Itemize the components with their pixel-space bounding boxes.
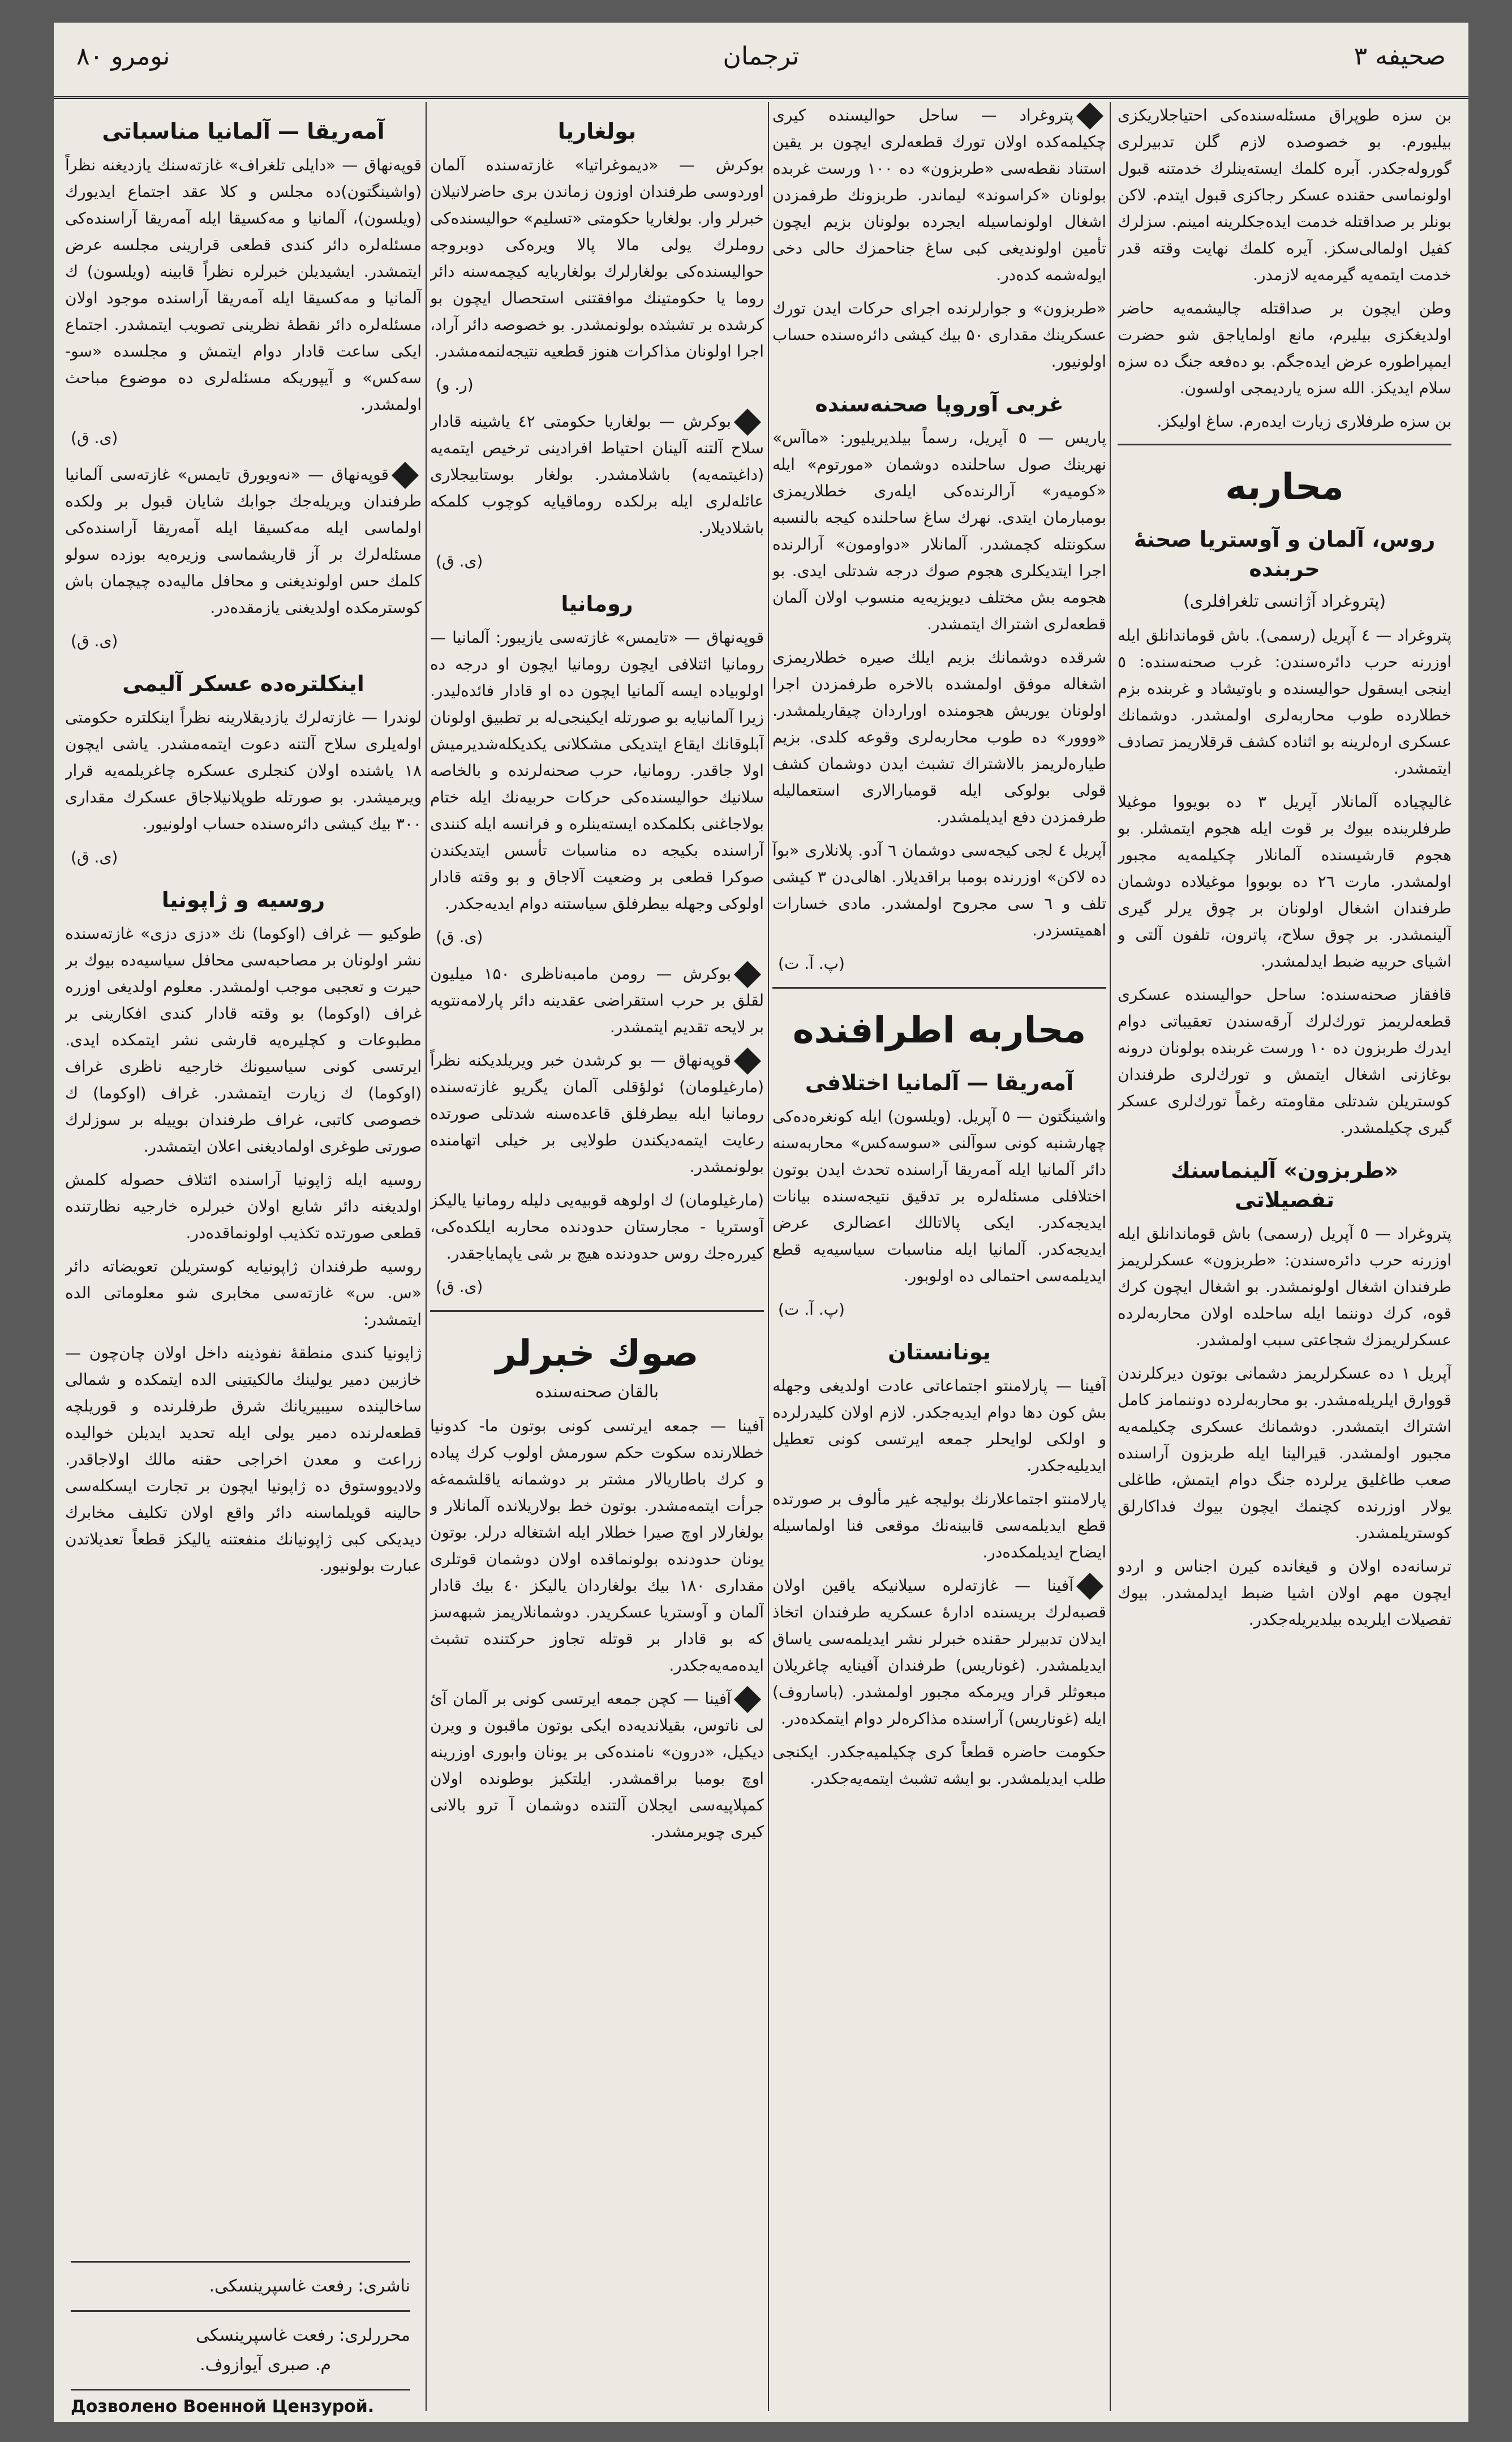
article-text: آفینا — کچن جمعه ایرتسی کونی بر آلمان آئ لی ناتوس، بقیلاندیه‌ده ایکی بوتون ماقبون و ویرن دیکیل، «درون» نامنده‌کی بر یونان وابوری اوزرینه اوچ بومبا براقمشدر. ایلتکیز بوطونده اولان کمپلاپیه‌سی ایجلان آلتنده دوشمان آ ترو بالانی کیری چویرمشدر.	[430, 1685, 764, 1845]
article-source-note: (پتروغراد آژانسی تلغرافلری)	[1183, 591, 1386, 611]
ornament-icon	[1076, 102, 1103, 130]
article-text: بن سزه طوپراق مسئله‌سنده‌کی احتیاجلاریکزی بیلیورم. بو خصوصده لازم گلن تدبیرلری گوروله‌جکدر. آبره کلمك ایسته‌ینلرك خدمتنه قبول اولونماسی حقنده عسکر رجاکزی قبول ایتدم. لاکن بونلر بر صداقتله خدمت ایده‌جکلرینه امینم. سزلرك کفیل اولمالی‌سکز. آیره کلمك نهایت وقته قدر خدمت ایتمه‌یه گیرمه‌یه لازمدر.	[1118, 106, 1451, 284]
article-text: غالیچیا‌ده آلمانلار آپریل ۳ ده بویووا موغیلا طرفلرینده بیوك بر قوت ایله هجوم ایتمشلر. بو هجوم قارشیسنده آلمانلار چکیلمه‌یه مجبور اولمشدر. مارت ۲٦ ده بوبووا موغیلا‌ده دوشمان طرفندان اشغال اولونان بر چوق یرلر گیری آلینمشدر. بر چوق سلاح، پاترون، تلفون آلتی و اشیای حربیه ضبط ایدلمشدر.	[1118, 792, 1451, 971]
ornament-icon	[734, 1048, 761, 1075]
article-signature: (ی. ق)	[71, 632, 118, 650]
article-text: واشینگتون — ٥ آپریل. (ویلسون) ایله کونغره‌ده‌کی چهارشنبه کونی سوآلنی «سوسه‌کس» محاربه‌سنه دائر آلمانیا ایله آمه‌ریقا آراسنده تحدث ایدن بوتون اختلافلی مسئله‌لره بر تدقیق نتیجه‌سنده بیانات ایدیجه‌کدر. ایکی پالاتالك اعضالری عرض ایدیجه‌کدر. آلمانیا ایله مناسبات سیاسیه‌یه قطع ایدیلمه‌سی احتمالی ده اولوبور.	[772, 1107, 1106, 1285]
article-signature: (پ. آ. ت)	[778, 954, 845, 973]
article-text: آفینا — جمعه ایرتسی کونی بوتون ما- کدونیا خطلارنده سکوت حکم سورمش اولوب کرك پیاده و کرك باطاریالار مشتر بر دوشمانه یاقلشمه‌غه جرأت ایتمه‌مشدر. بوتون خط بولاریلانده آلمانلار و بولغارلار اوچ صیرا خطلار ایله اشتغاله درلر. بوتون یونان حدودنده بولونماقده اولان دوشمان قوتلری مقداری ۱۸۰ بیك بولغاردان یالیکز ٤۰ بیك قادار آلمان و آوستریا عسکریدر. دوشمانلاریمز شبهه‌سز که بو قادار بر قوتله تجاوز حرکتنده تشبث ایده‌مه‌یه‌جکدر.	[430, 1417, 764, 1675]
article-text: ژاپونیا کندی منطقهٔ نفوذینه داخل اولان چان‌چون — خازبین دمیر یولینك مالکیتینی الده ایتمکده و شمالی ساخالینده سیبیریانك شرق طرفلرنده و قوریلچه قطعه‌لرنده دمیر یولی ایله تحدید ایدیلن خوالیده زراعت و معدن اخراجی حقنه مالك اولاجاقدر. ولادیووستوق ده ژاپونیا ایچون بر تجارت ایسکله‌سی حالینه قویلماسنه دائر واقع اولان تکلیف مخابرك دیدیکی کبی ژاپونیانك منفعتنه یالیکز قطعاً تعدیلاتدن عبارت بولونیور.	[65, 1344, 422, 1575]
article-text: روسیه طرفندان ژاپونیا‌یه کوستریلن تعویضاته دائر «س. س» غازته‌سی مخابری شو معلوماتی الده ایتمشدر:	[65, 1257, 422, 1329]
article-text: پتروغراد — ٥ آپریل (رسمی) باش قوماندانلق ایله اوزرنه حرب دائره‌سندن: «طربزون» عسکرلریمز طرفندان اشغال اولونمشدر. بو اشغال ایچون کرك قوه، کرك دوننما ایله ساحلده اولان محاربه‌لرده عسکرلریمزك شجاعتی سبب اولمشدر.	[1118, 1224, 1451, 1349]
column-rule	[768, 102, 769, 2411]
article-text: قوپه‌نهاق — «نه‌ویورق تایمس» غازته‌سی آلمانیا طرفندان ویریله‌جك جوابك شایان قبول بر ولکده اولماسی ایله مه‌کسیقا ایله آمه‌ریقا آراسنده‌کی مسئله‌لرك بر آز قاریشماسی وزیره‌یه بوزده سولو کلمك حس اولوندیغنی و محافل مالیه‌ده چیچمان باش کوسترمکده اولدیغنی یازمقده‌در.	[65, 461, 422, 621]
section-divider	[430, 1310, 764, 1312]
article-text: قافقاز صحنه‌سنده: ساحل حوالیسنده عسکری قطعه‌لریمز تورك‌لرك آرقه‌سندن تعقیباتی دوام ایدرك طربزون ده ۱۰ ورست غربنده بولونان درونه بوغازنی اشغال ایتمش و تورك‌لری طرفندان کوستریلن شدتلی مقاومته رغماً تورك‌لری عسکر گیری چکیلمشدر.	[1118, 985, 1451, 1137]
article-text: بوکرش — «دیموغراتیا» غازته‌سنده آلمان اوردوسی طرفندان اوزون زماندن بری حاضرلانیلان خبرلر وار. بولغاریا حکومتی «تسلیم» حوالیسنده‌کی روملرك یولی مالا پالا ویره‌کی دوبروجه حوالیسنده‌کی بولغارلرك بولغاریایه کیچمه‌سنه دائر روما یا حکومتینك موافقتنی استحصال ایچون بو کرشده بر تشبثده بولونمشدر. بو خصوصه دائر آراد، اجرا اولونان مذاکرات هنوز قطعیه نتیجه‌لنمه‌مشدر.	[430, 156, 764, 360]
publisher-line	[71, 2272, 410, 2301]
article-headline: رومانیا	[561, 591, 633, 616]
ornament-icon	[392, 462, 419, 489]
article-headline: آمه‌ریقا — آلمانیا مناسباتی	[102, 119, 385, 144]
article-text: پاریس — ٥ آپریل، رسماً بیلدیریلیور: «ماآس» نهرینك صول ساحلنده دوشمان «مورتوم» ایله «کومیه‌ر» آرالرنده‌کی ایله‌ری خطلاریمزی بومبارمان ایتدی. نهرك ساغ ساحلنده کیجه بالنسبه سکونتله کچمشدر. آلمانلار «دواومون» آرالرنده اجرا ایتدیکلری هجوم صوك درجه شدتلی ایدی. بو هجومه بش مختلف دیویزیه‌یه منسوب اولان آلمان قطعه‌لری اشتراك ایتمشدر.	[772, 428, 1106, 633]
section-divider	[71, 2261, 410, 2263]
article-text: حکومت حاضره قطعاً کری چکیلمیه‌جکدر. ایکنجی طلب ایدیلمشدر. بو ایشه تشبث ایتمه‌یه‌جکدر.	[772, 1743, 1106, 1788]
section-divider	[1118, 444, 1451, 445]
section-divider	[772, 987, 1106, 989]
article-text: آفینا — پارلامنتو اجتماعاتی عادت اولدیغی وجهله بش کون دها دوام ایدیه‌جکدر. لازم اولان کلیدرلرده و اولکی لوایحلر جمعه ایرتسی کونی تعطیل ایدیلیه‌جکدر.	[772, 1376, 1106, 1475]
editor-name: رفعت غاسپرینسکی	[196, 2325, 334, 2345]
article-text: شرقده دوشمانك بزیم ایلك صیره خطلاریمزی اشغاله موفق اولمشده بالاخره طرفمزدن اجرا اولونان یوریش هجومنده اوراردان چیقاریلمشدر. «ووور» ده طوب محاربه‌لری وقوعه کلدی. بزیم طیاره‌لریمز بالاشتراك تشبث ایدن دوشمان کشف قولی بولوکی ایله قومبارالاری استعمالیله طرفمزدن دفع ایدیلمشدر.	[772, 648, 1106, 826]
article-headline: آمه‌ریقا — آلمانیا اختلافی	[805, 1070, 1074, 1095]
publisher-label: ناشری:	[358, 2276, 410, 2296]
masthead	[54, 23, 1468, 99]
article-text: قوپه‌نهاق — بو کرشدن خبر ویریلدیکنه نظراً (مارغیلومان) ئولؤقلی آلمان یگریو غازته‌سنده رومانیا ایله بیطرفلق قاعده‌سنه شدتلی صورتده رعایت ایتمه‌دیکندن طولایی بر خیلی اتهامنده بولونمشدر.	[430, 1047, 764, 1180]
issue-number: نومرو ۸۰	[76, 42, 170, 71]
editor-name: م. صبری آیوازوف.	[200, 2355, 331, 2375]
article-text: طوکیو — غراف (اوکوما) نك «دزی دزی» غازته‌سنده نشر اولونان بر مصاحبه‌سی محافل سیاسیه‌ده بیوك بر حیرت و تعجبی موجب اولمشدر. معلوم اولدیغی اوزره غراف (اوکوما) بو وقته قادار کندی افکارینی بر مطبوعات و کچلیره‌یه قارشی نشر ایتمکده ایدی. ایرتسی کونی سیاسیونك خارجیه ناظری غراف (اوکوما) ك زیارت ایتمشدر. غراف (اوکوما) ك خصوصی کاتبی، غراف طرفندان بوییله بر سوزلرك صورتی طوغری اولمادیغنی اعلان ایتمشدر.	[65, 924, 422, 1156]
ornament-icon	[734, 409, 761, 436]
article-text: آپریل ٤ لجی کیجه‌سی دوشمان ٦ آدو. پلانلاری «بوآ ده لاکن» اوزرنده بومبا براقدیلار. اهالی‌دن ۳ کیشی تلف و ٦ سی مجروح اولمشدر. مادی خسارات اهمیتسزدر.	[772, 841, 1106, 939]
section-divider	[71, 2389, 410, 2391]
article-text: وطن ایچون بر صداقتله چالیشمه‌یه حاضر اولدیغکزی بیلیرم، مانع اولمایاجق شو حضرت ایمپراطوره عرض ایده‌جگم. بو ده‌فعه جنگ ده سزه سلام ایدیکز. الله سزه یاردیمجی اولسون.	[1118, 299, 1451, 397]
column-3	[430, 102, 764, 2417]
column-4	[65, 102, 422, 2162]
section-divider	[71, 2310, 410, 2312]
article-signature: (ی. ق)	[436, 928, 483, 946]
ornament-icon	[734, 961, 761, 988]
article-text: بوکرش — رومن مامبه‌ناظری ۱۵۰ میلیون لقلق بر حرب استقراضی عقدینه دائر پارلامه‌نتویه بر لایحه تقدیم ایتمشدر.	[430, 960, 764, 1040]
publisher-name: رفعت غاسپرینسکی.	[209, 2276, 353, 2296]
article-headline: اینکلتره‌ده عسکر آلیمی	[122, 671, 364, 696]
column-rule	[1110, 102, 1111, 2411]
article-text: قوپه‌نهاق — «دایلی تلغراف» غازته‌سنك یازدیغنه نظراً (واشینگتون)‌ده مجلس و کلا عقد اجتماع ایدیورك (ویلسون)، آلمانیا و مه‌کسیقا ایله آمه‌ریقا آراسنده‌کی مسئله‌لره دائر کندی قطعی قرارینی مجلسه عرض ایتمشدر. ایشیدیلن خبرلره نظراً قابینه (ویلسون) ك آلمانیا و مه‌کسیقا ایله آمه‌ریقا آراسنده موجود اولان مسئله‌لره دائر نقطهٔ نظرینی تصویب ایتمشدر. اجتماع ایکی ساعت قادار دوام ایتمش و مجلسده «سو- سه‌کس» و آیپوریکه مسئله‌لری ده موضوع مباحث اولمشدر.	[65, 156, 422, 414]
paper-name: ترجمان	[723, 42, 800, 71]
article-signature: (ی. ق)	[436, 552, 483, 570]
editors-line	[71, 2321, 410, 2350]
article-headline: روس، آلمان و آوستریا صحنهٔ حربنده	[1133, 527, 1436, 581]
page-number: صحیفه ۳	[1354, 42, 1446, 71]
article-signature: (ی. ق)	[71, 848, 118, 866]
editors-label: محررلری:	[339, 2325, 410, 2345]
section-title: محاربه	[1225, 466, 1344, 508]
article-text: لوندرا — غازته‌لرك یازدیقلارینه نظراً اینکلتره حکومتی اوله‌یلری سلاح آلتنه دعوت ایتمه‌مشدر. یاشی ایچون ۱۸ یاشنده اولان کنجلری عسکره چاغریلمه‌یه قرار ویرمیشدر. بو صورتله طوپلانیلاجاق عسکرك مقداری ۳۰۰ بیك کیشی دائره‌سنده حساب اولونیور.	[65, 708, 422, 833]
article-text: بوکرش — بولغاریا حکومتی ٤۲ یاشینه قادار سلاح آلتنه آلینان احتیاط افرادینی ترخیص ایتمه‌یه (داغیتمه‌یه) باشلامشدر. بولغار بوستابیجلاری عائله‌لری ایله برلکده روماقیایه کوچوب کلمکه باشلادیلار.	[430, 408, 764, 541]
article-text: آفینا — غازته‌لره سیلانیکه یاقین اولان قصبه‌لرك بریسنده ادارهٔ عسکریه طرفندان اتخاذ ایدلان تدبیرلر حقنده خبرلر نشر ایدیلمه‌سی یاساق ایدیلمشدر. (غوناریس) طرفندان آفینا‌یه چاغریلان مبعوثلر قرار ویرمکه مجبور اولمشدر. (باساروف) ایله (غوناریس) آراسنده مذاکره‌لر دوام ایتمکده‌در.	[772, 1572, 1106, 1732]
article-text: پتروغراد — ٤ آپریل (رسمی). باش قوماندانلق ایله اوزرنه حرب دائره‌سندن: غرب صحنه‌سنده: ٥ اینجی ایسقول حوالیسنده و باوتیشاد و غربنده بزم خطلارده طوب محاربه‌لری اولمشدر. دوشمانك عسکری اره‌لرینه بو اثناده کشف قرقلاریمز تصادف ایتمشدر.	[1118, 626, 1451, 778]
censor-note: Дозволено Военной Цензурой.	[71, 2397, 375, 2417]
article-text: روسیه ایله ژاپونیا آراسنده ائتلاف حصوله کلمش اولدیغنه دائر شایع اولان خبرلره خارجیه نظارتنده قطعی صورتده تکذیب اولونماقده‌در.	[65, 1170, 422, 1242]
newspaper-page	[54, 23, 1468, 2422]
article-signature: (ی. ق)	[436, 1277, 483, 1296]
section-title: محاربه اطرافنده	[792, 1010, 1086, 1052]
article-subheadline: بالقان صحنه‌سنده	[535, 1382, 659, 1402]
section-title: صوك خبرلر	[495, 1333, 699, 1375]
column-rule	[426, 102, 427, 2411]
article-signature: (پ. آ. ت)	[778, 1300, 845, 1319]
column-1	[1118, 102, 1451, 2417]
article-headline: روسیه و ژاپونیا	[161, 887, 325, 912]
article-text: ترسانه‌ده اولان و قیغانده کیرن اجناس و اردو ایچون مهم اولان اشیا ضبط ایدلمشدر. بیوك تفصیلات ایلریده بیلدیریله‌جکدر.	[1118, 1557, 1451, 1629]
ornament-icon	[734, 1686, 761, 1713]
article-text: (مارغیلومان) ك اولوهه قوبیه‌یی دلیله رومانیا یالیکز آوستریا - مجارستان حدودنده محاربه ایلکده‌کی، کیرره‌جك روس حدودنده هیچ بر شی یاپمایاجقدر.	[430, 1191, 764, 1263]
article-text: پارلامنتو اجتماعلارنك بولیجه غیر مألوف بر صورتده قطع ایدیلمه‌سی قابینه‌نك موقعی فنا اولماسیله ایضاح ایدیلمکده‌در.	[772, 1490, 1106, 1561]
imprint	[71, 2252, 410, 2400]
column-2	[772, 102, 1106, 2417]
article-text: پتروغراد — ساحل حوالیسنده کیری چکیلمه‌کده اولان تورك قطعه‌لری ایچون بر یقین استناد نقطه‌سی «طربزون» ده ۱۰۰ ورست غربده بولونان «کراسوند» لیماندر. طربزونك طرفمزدن اشغال اولونماسیله ایجرده بولونان بزیم ایچون تأمین اولوندیغی کبی ساغ جناحمزك حالی دخی ایوله‌شمه کده‌در.	[772, 102, 1106, 288]
article-signature: (ی. ق)	[71, 428, 118, 447]
article-headline: بولغاریا	[557, 119, 637, 144]
article-signature: (ر. و)	[436, 375, 474, 394]
article-text: بن سزه طرفلاری زیارت ایده‌رم. ساغ اولیکز.	[1157, 412, 1451, 431]
article-text: قوپه‌نهاق — «تایمس» غازته‌سی یازیبور: آلمانیا — رومانیا ائتلافی ایچون رومانیا ایچون او درجه ده اولوبیاده ایسه آلمانیا ایچون ده او قادار فائده‌لیدر. زیرا آلمانیا‌یه بو صورتله ایکینجی‌له بر تطبیق اولونان آبلوقانك ایقاع ایتدیکی مشکلانی یکدیکله‌شدیرمیش اولا جاقدر. رومانیا، حرب صحنه‌لرنده و بالخاصه سلانیك حوالیسنده‌کی حرکات حربیه‌نك ایله ختام بولاجاغنی بکلمکده ایسته‌ینلره و فرانسه ایله کنندی آراسنده بکیجه ده مناسبات تأسس ایتدیکندن صوکرا قطعی بر وضعیت آلاجاق و بو وقته قادار اولوکی وجهله بیطرفلق سیاستنه دوام ایدیه‌جکدر.	[430, 628, 764, 913]
article-headline: غربی آوروپا صحنه‌سنده	[815, 392, 1064, 417]
article-text: «طربزون» و جوارلرنده اجرای حرکات ایدن تورك عسکرینك مقداری ۵۰ بیك کیشی دائره‌سنده حساب اولونیور.	[772, 299, 1106, 371]
article-text: آپریل ۱ ده عسکرلریمز دشمانی بوتون دیرکلرندن قووارق ایلریله‌مشدر. بو محاربه‌لرده دوننمامز کامل اشتراك ایتمشدر. دوشمانك عسکری چکیلمه‌یه مجبور اولمشدر. قیرالینا ایله طربزون آراسنده صعب طاغلیق یرلرده جنگ دوام ایتمش، طاغلی یولار اوزرنده کچنمك ایچون بیوك فداکارلق کوستریلمشدر.	[1118, 1364, 1451, 1542]
article-headline: یونانستان	[888, 1340, 991, 1364]
ornament-icon	[1076, 1573, 1103, 1600]
article-headline: «طربزون» آلینماسنك تفصیلاتی	[1170, 1158, 1399, 1212]
